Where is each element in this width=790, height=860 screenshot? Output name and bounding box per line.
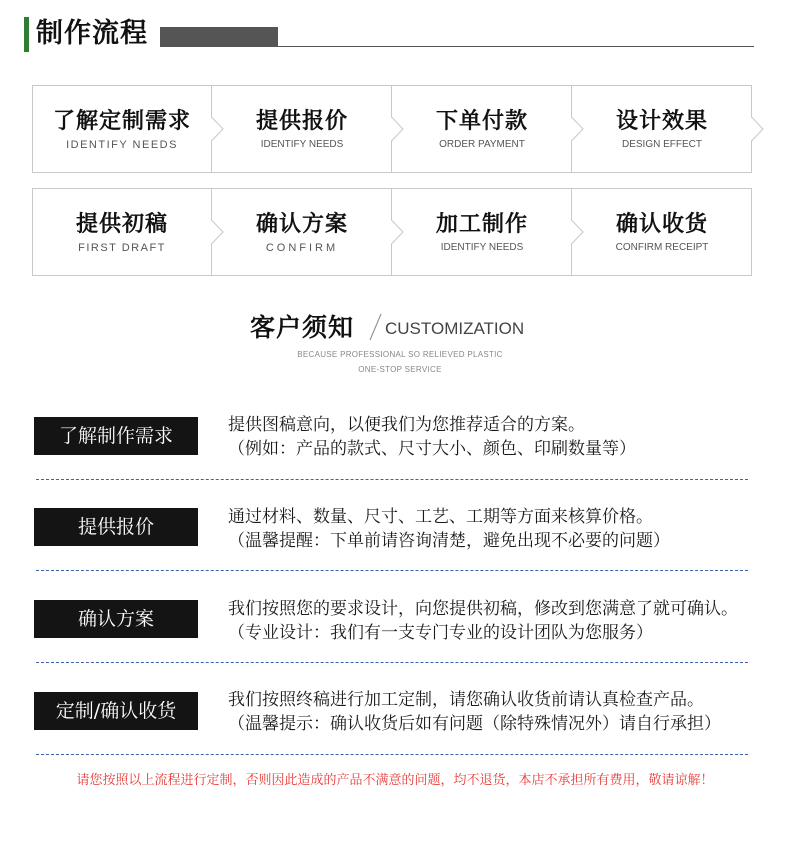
header-accent-bar — [24, 17, 29, 52]
step-subtitle: IDENTIFY NEEDS — [260, 139, 344, 150]
step-subtitle: ORDER PAYMENT — [439, 139, 525, 150]
dashed-divider — [36, 570, 748, 571]
step-title: 设计效果 — [615, 109, 708, 134]
step-subtitle: DESIGN EFFECT — [621, 139, 702, 150]
dashed-divider — [36, 662, 748, 663]
slash-divider-icon — [367, 311, 383, 343]
step-subtitle: FIRST DRAFT — [78, 242, 166, 254]
step-title: 下单付款 — [435, 109, 528, 134]
process-step — [212, 85, 392, 173]
step-title: 加工制作 — [435, 212, 528, 237]
notice-title: 客户须知 — [250, 313, 355, 342]
item-description: 通过材料、数量、尺寸、工艺、工期等方面来核算价格。 — [228, 507, 653, 527]
process-step — [572, 188, 752, 276]
notice-tagline-2: ONE-STOP SERVICE — [358, 365, 442, 374]
item-note: （专业设计：我们有一支专门专业的设计团队为您服务） — [228, 623, 653, 643]
step-title: 确认收货 — [615, 212, 708, 237]
process-step — [32, 85, 212, 173]
item-label: 提供报价 — [34, 508, 198, 546]
step-subtitle: IDENTIFY NEEDS — [66, 139, 178, 151]
item-description: 我们按照终稿进行加工定制，请您确认收货前请认真检查产品。 — [228, 690, 704, 710]
item-label: 定制/确认收货 — [34, 692, 198, 730]
process-row-1 — [32, 85, 752, 173]
process-step — [392, 85, 572, 173]
item-label: 确认方案 — [34, 600, 198, 638]
notice-subtitle-en: CUSTOMIZATION — [385, 319, 525, 338]
item-label: 了解制作需求 — [34, 417, 198, 455]
item-note: （例如：产品的款式、尺寸大小、颜色、印刷数量等） — [228, 439, 636, 459]
step-title: 确认方案 — [255, 212, 348, 237]
section-title: 制作流程 — [36, 18, 148, 49]
step-subtitle: CONFIRM — [265, 242, 339, 254]
process-step — [392, 188, 572, 276]
item-note: （温馨提示：确认收货后如有问题（除特殊情况外）请自行承担） — [228, 714, 721, 734]
step-title: 提供初稿 — [75, 212, 168, 237]
item-note: （温馨提醒：下单前请咨询清楚，避免出现不必要的问题） — [228, 531, 670, 551]
header-rule — [278, 46, 754, 47]
header-decor-block — [160, 27, 278, 47]
process-row-2 — [32, 188, 752, 276]
process-step — [212, 188, 392, 276]
warning-note: 请您按照以上流程进行定制，否则因此造成的产品不满意的问题，均不退货，本店不承担所有费用，敬请谅解！ — [76, 773, 714, 788]
step-subtitle: CONFIRM RECEIPT — [615, 242, 709, 253]
item-description: 提供图稿意向，以便我们为您推荐适合的方案。 — [228, 415, 585, 435]
step-subtitle: IDENTIFY NEEDS — [440, 242, 524, 253]
step-title: 提供报价 — [255, 109, 348, 134]
process-step — [32, 188, 212, 276]
dashed-divider — [36, 479, 748, 480]
step-title: 了解定制需求 — [52, 109, 191, 134]
process-step — [572, 85, 752, 173]
item-description: 我们按照您的要求设计，向您提供初稿，修改到您满意了就可确认。 — [228, 599, 738, 619]
notice-tagline: BECAUSE PROFESSIONAL SO RELIEVED PLASTIC — [297, 350, 503, 359]
dashed-divider — [36, 754, 748, 755]
